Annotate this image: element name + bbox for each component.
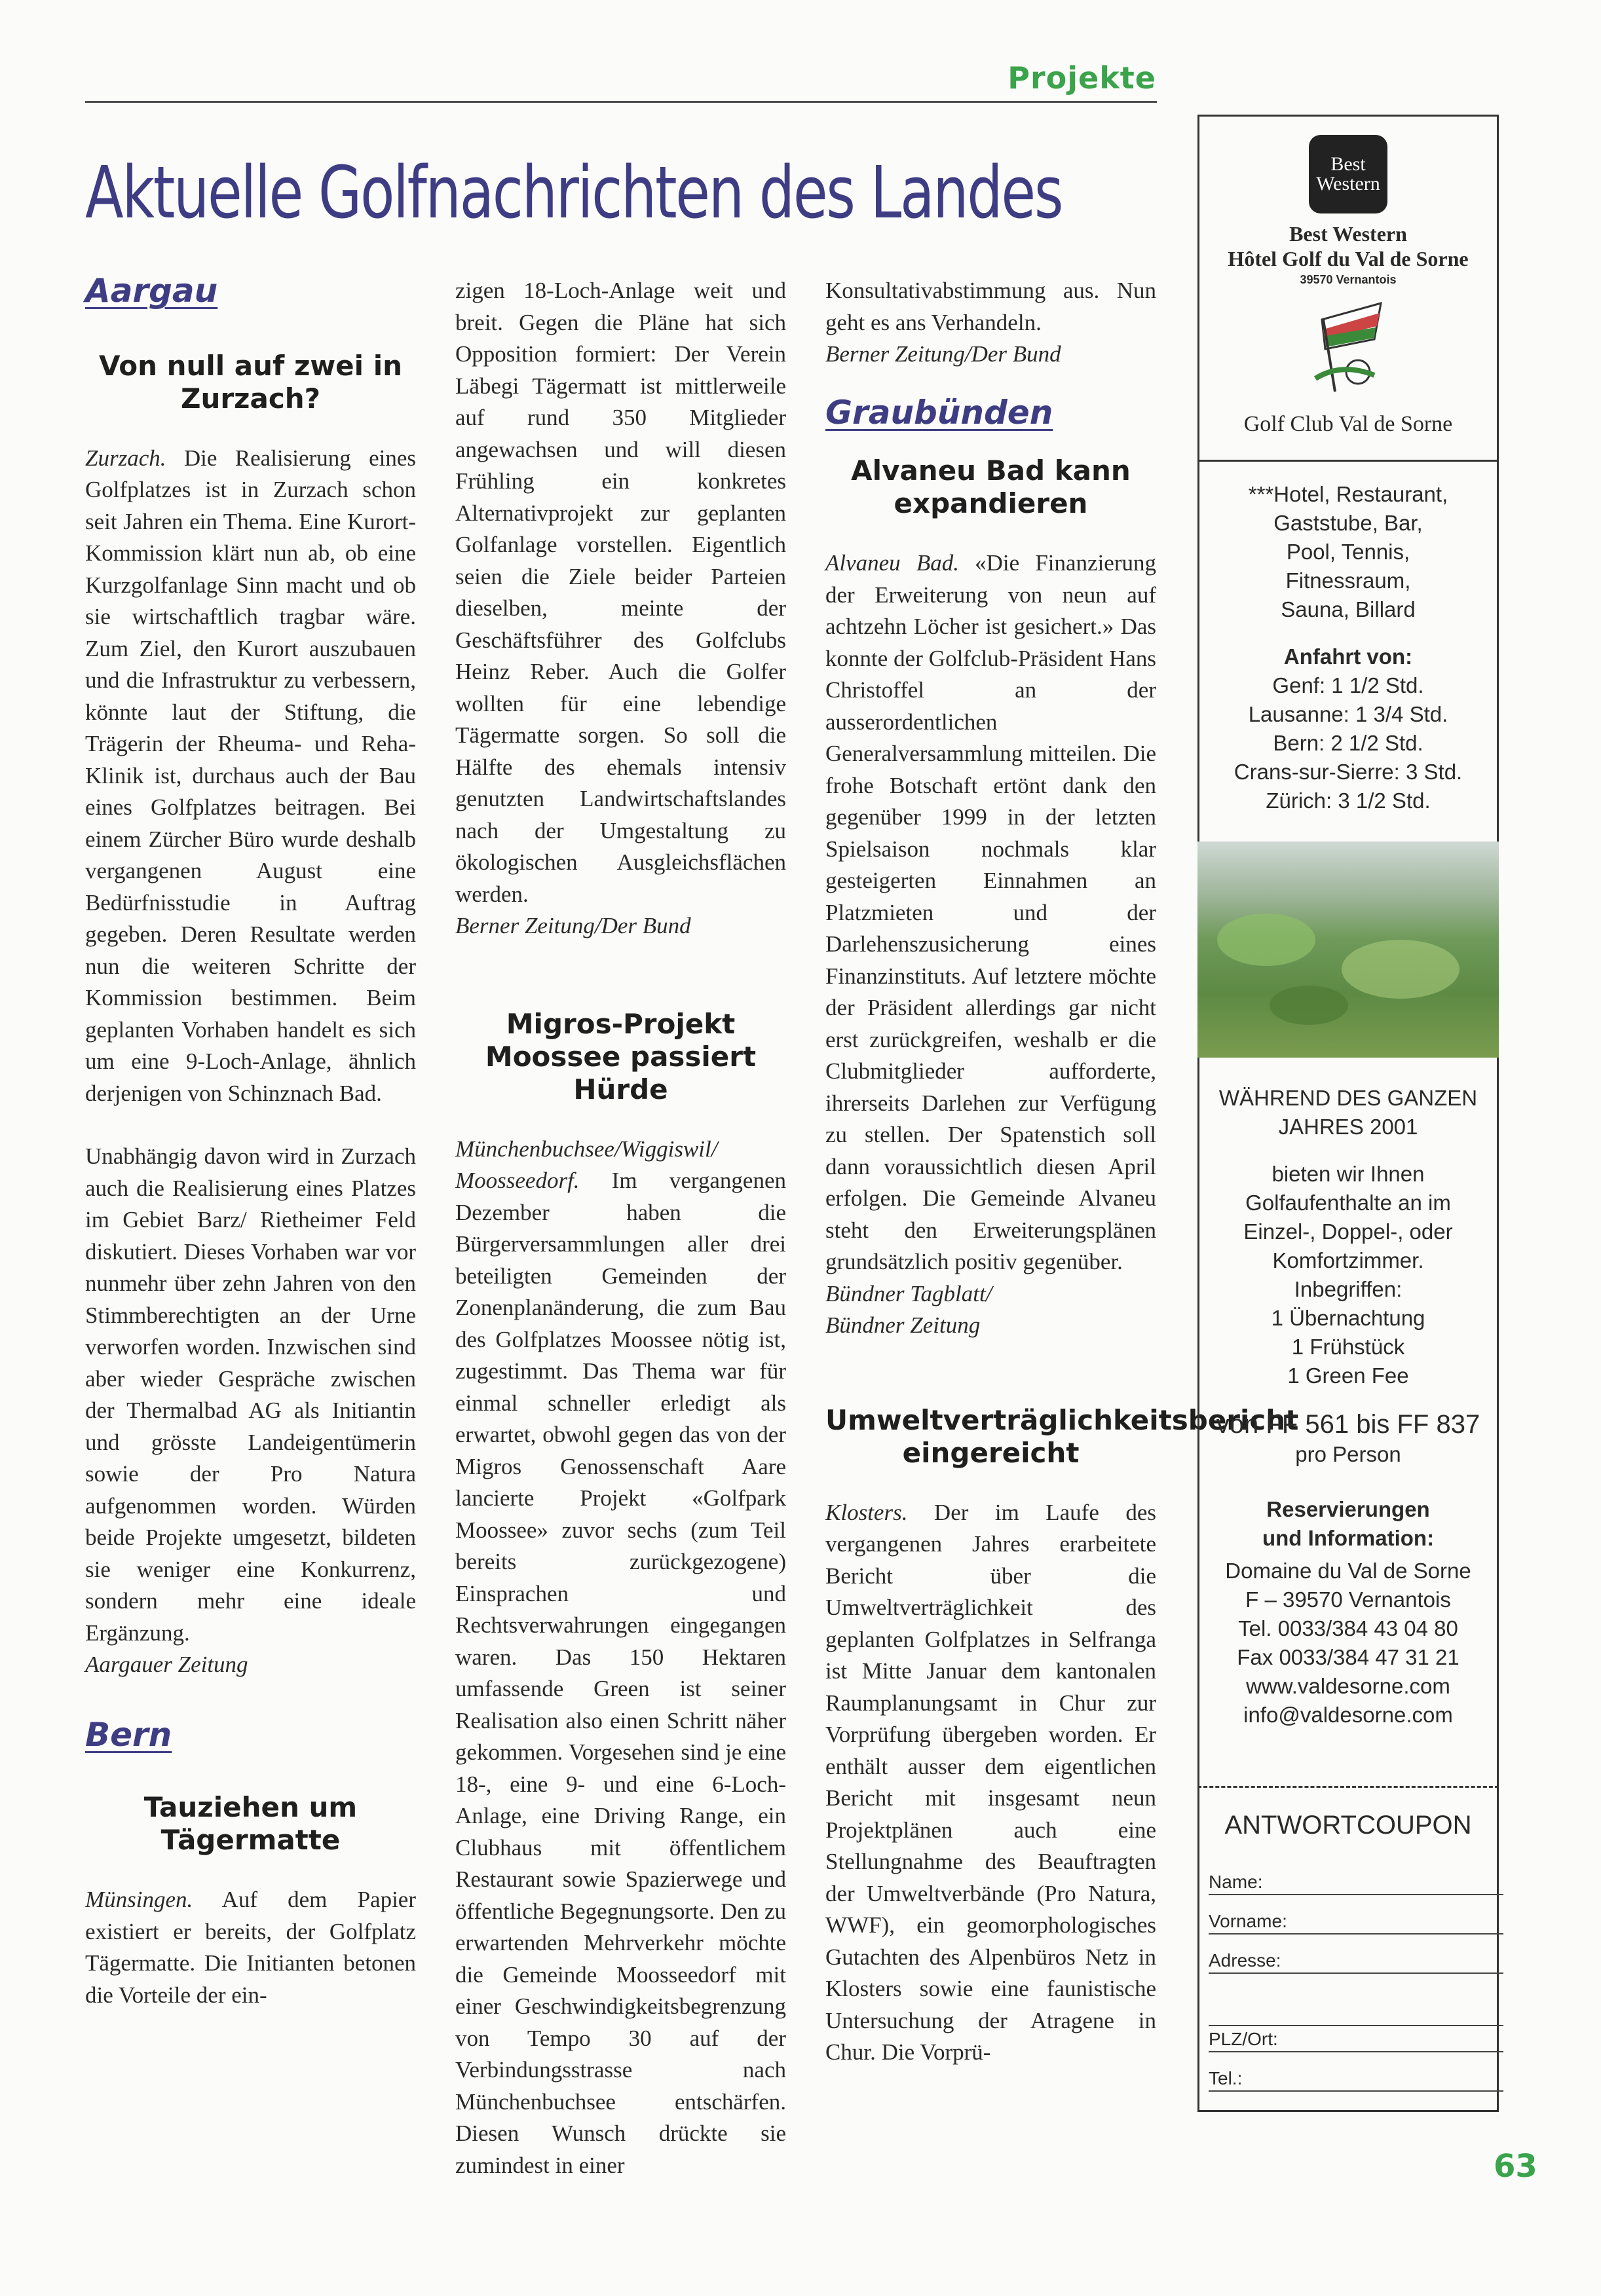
golf-club-name: Golf Club Val de Sorne [1243, 412, 1453, 436]
region-heading-graubuenden: Graubünden [825, 393, 1053, 432]
facilities-list: ***Hotel, Restaurant, Gaststube, Bar, Pool, Tennis, Fitnessraum, Sauna, Billard [1248, 482, 1448, 621]
column-1 [85, 272, 416, 2011]
coupon-phone-field[interactable]: Tel.: [1209, 2068, 1503, 2092]
article-heading: Von null auf zwei in Zurzach? [99, 349, 402, 415]
article-paragraph: Münchenbuchsee/Wiggiswil/ Moosseedorf. Im vergangenen Dezember haben die Bürgerversammlungen aller drei beteiligten Gemeinden der Zonenplanänderung, die zum Bau des Golfplatzes Moossee nötig ist, zugestimmt. Das Thema war für einmal schneller erledigt als erwartet, obwohl gegen das von der Migros Genossenschaft Aare lancierte Projekt «Golfpark Moossee» zuvor sechs (zum Teil bereits zurückgezogene) Einsprachen und Rechtsverwahrungen eingegangen waren. Das 150 Hektaren umfassende Green ist seiner Realisation also einen Schritt näher gekommen. Vorgesehen sind je eine 18-, eine 9- und eine 6-Loch-Anlage, eine Driving Range, ein Clubhaus mit öffentlichem Restaurant sowie Spazierwege und öffentliche Begegnungsorte. Den zu erwartenden Mehrverkehr möchte die Gemeinde Moosseedorf mit einer Geschwindigkeitsbegrenzung von Tempo 30 auf der Verbindungsstrasse nach Münchenbuchsee entschärfen. Diesen Wunsch drückte sie zumindest in einer [455, 1136, 786, 2178]
section-label: Projekte [1008, 60, 1156, 96]
coupon-address-field[interactable]: Adresse: [1209, 1950, 1503, 1974]
column-2 [455, 275, 786, 2181]
article-paragraph: Klosters. Der im Laufe des vergangenen Jahres erarbeitete Bericht über die Umweltverträglichkeit des geplanten Golfplatzes in Selfranga ist Mitte Januar dem kantonalen Raumplanungsamt in Chur zur Vorprüfung übergeben worden. Er enthält ausser dem eigentlichen Bericht mit insgesamt neun Projektplänen auch eine Stellungnahme des Beauftragten der Umweltverbände (Pro Natura, WWF), ein geomorphologisches Gutachten des Alpenbüros Netz in Klosters sowie eine faunistische Untersuchung der Atragene in Chur. Die Vorprü- [825, 1499, 1156, 2065]
article-paragraph: Unabhängig davon wird in Zurzach auch die Realisierung eines Platzes im Gebiet Barz/ Rietheimer Feld diskutiert. Dieses Vorhaben war vor nunmehr über zehn Jahren von den Stimmberechtigten an der Urne verworfen worden. Inzwischen sind aber wieder Gespräche zwischen der Thermalbad AG als Initiantin und grösste Landeigentümerin sowie der Pro Natura aufgenommen worden. Würden beide Projekte umgesetzt, bildeten sie weniger eine Konkurrenz, sondern mehr eine ideale Ergänzung. [85, 1143, 416, 1646]
golf-flag-logo [1296, 293, 1401, 398]
hotel-postcode: 39570 Vernantois [1300, 273, 1397, 286]
hotel-brand: Best Western [1289, 222, 1407, 246]
coupon-zip-city-field[interactable]: PLZ/Ort: [1209, 2029, 1503, 2052]
region-heading-aargau: Aargau [85, 272, 218, 310]
reservation-title: Reservierungen und Information: [1262, 1497, 1435, 1550]
offer-text: bieten wir Ihnen Golfaufenthalte an im Einzel-, Doppel-, oder Komfortzimmer. Inbegriffen: 1 Übernachtung 1 Frühstück 1 Green Fee [1243, 1162, 1453, 1388]
travel-list: Genf: 1 1/2 Std. Lausanne: 1 3/4 Std. Bern: 2 1/2 Std. Crans-sur-Sierre: 3 Std. Zürich: 3 1/2 Std. [1234, 673, 1463, 813]
price-per-person: pro Person [1295, 1442, 1401, 1466]
article-source: Berner Zeitung/Der Bund [825, 341, 1061, 367]
article-heading: Tauziehen um Tägermatte [143, 1791, 358, 1856]
region-heading-bern: Bern [85, 1715, 172, 1754]
article-source: Bündner Tagblatt/ [825, 1280, 992, 1306]
coupon-cut-line [1197, 1786, 1499, 1788]
article-source: Aargauer Zeitung [85, 1652, 248, 1677]
price-range: von FF 561 bis FF 837 [1216, 1410, 1480, 1439]
page-number: 63 [1494, 2148, 1537, 2185]
season-title: WÄHREND DES GANZEN JAHRES 2001 [1218, 1086, 1478, 1139]
coupon-address-line2-field[interactable] [1209, 2003, 1503, 2026]
coupon-title: ANTWORTCOUPON [1224, 1811, 1472, 1840]
hotel-name: Hôtel Golf du Val de Sorne [1228, 247, 1469, 270]
contact-info: Domaine du Val de Sorne F – 39570 Vernantois Tel. 0033/384 43 04 80 Fax 0033/384 47 31 21 www.valdesorne.com info@valdesorne.com [1225, 1559, 1471, 1727]
article-paragraph: Alvaneu Bad. «Die Finanzierung der Erweiterung von neun auf achtzehn Löcher ist gesichert.» Das konnte der Golfclub-Präsident Hans Christoffel an der ausserordentlichen Generalversammlung mitteilen. Die frohe Botschaft ertönt dank den gegenüber 1999 in der letzten Spielsaison nochmals klar gesteigerten Einnahmen an Platzmieten und der Darlehenszusicherung eines Finanzinstituts. Auf letztere möchte der Präsident allerdings gar nicht erst zurückgreifen, weshalb er die Clubmitglieder aufforderte, ihrerseits Darlehen zur Verfügung zu stellen. Der Spatenstich soll dann voraussichtlich diesen April erfolgen. Die Gemeinde Alvaneu steht den Erweiterungsplänen grundsätzlich positiv gegenüber. [825, 550, 1156, 1274]
header-rule [85, 101, 1157, 103]
best-western-logo: Best Western [1309, 135, 1387, 213]
coupon-firstname-field[interactable]: Vorname: [1209, 1911, 1503, 1935]
article-paragraph: Konsultativabstimmung aus. Nun geht es ans Verhandeln. [825, 278, 1156, 335]
article-paragraph: Münsingen. Auf dem Papier existiert er bereits, der Golfplatz Tägermatte. Die Initianten betonen die Vorteile der ein- [85, 1887, 416, 2008]
article-paragraph: zigen 18-Loch-Anlage weit und breit. Gegen die Pläne hat sich Opposition formiert: Der Verein Läbegi Tägermatt ist mittlerweile auf rund 350 Mitglieder angewachsen und will diesen Frühling ein konkretes Alternativprojekt zur geplanten Golfanlage vorstellen. Eigentlich seien die Ziele beider Parteien dieselben, meinte der Geschäftsführer des Golfclubs Heinz Reber. Auch die Golfer wollten für eine lebendige Tägermatte sorgen. So soll die Hälfte des ehemals intensiv genutzten Landwirtschaftslandes nach der Umgestaltung zu ökologischen Ausgleichsflächen werden. [455, 278, 786, 907]
article-heading: Alvaneu Bad kann expandieren [851, 454, 1131, 519]
article-paragraph: Zurzach. Die Realisierung eines Golfplatzes ist in Zurzach schon seit Jahren ein Thema. Eine Kurort-Kommission klärt nun ab, ob eine Kurzgolfanlage Sinn macht und ob sie wirtschaftlich tragbar wäre. Zum Ziel, den Kurort auszubauen und die Infrastruktur zu verbessern, könnte laut der Stiftung, die Trägerin der Rheuma- und Reha-Klinik ist, durchaus auch der Bau eines Golfplatzes beitragen. Bei einem Zürcher Büro wurde deshalb vergangenen August eine Bedürfnisstudie in Auftrag gegeben. Deren Resultate werden nun die weiteren Schritte der Kommission bestimmen. Beim geplanten Vorhaben handelt es sich um eine 9-Loch-Anlage, ähnlich derjenigen von Schinznach Bad. [85, 445, 416, 1106]
article-source: Berner Zeitung/Der Bund [455, 913, 691, 938]
article-heading: Umweltverträglichkeitsbericht eingereicht [825, 1403, 1299, 1469]
travel-title: Anfahrt von: [1283, 644, 1413, 669]
article-heading: Migros-Projekt Moossee passiert Hürde [485, 1007, 757, 1105]
coupon-name-field[interactable]: Name: [1209, 1872, 1503, 1895]
golf-course-photo [1197, 842, 1499, 1058]
page-title: Aktuelle Golfnachrichten des Landes [85, 151, 1063, 234]
article-source: Bündner Zeitung [825, 1312, 981, 1338]
